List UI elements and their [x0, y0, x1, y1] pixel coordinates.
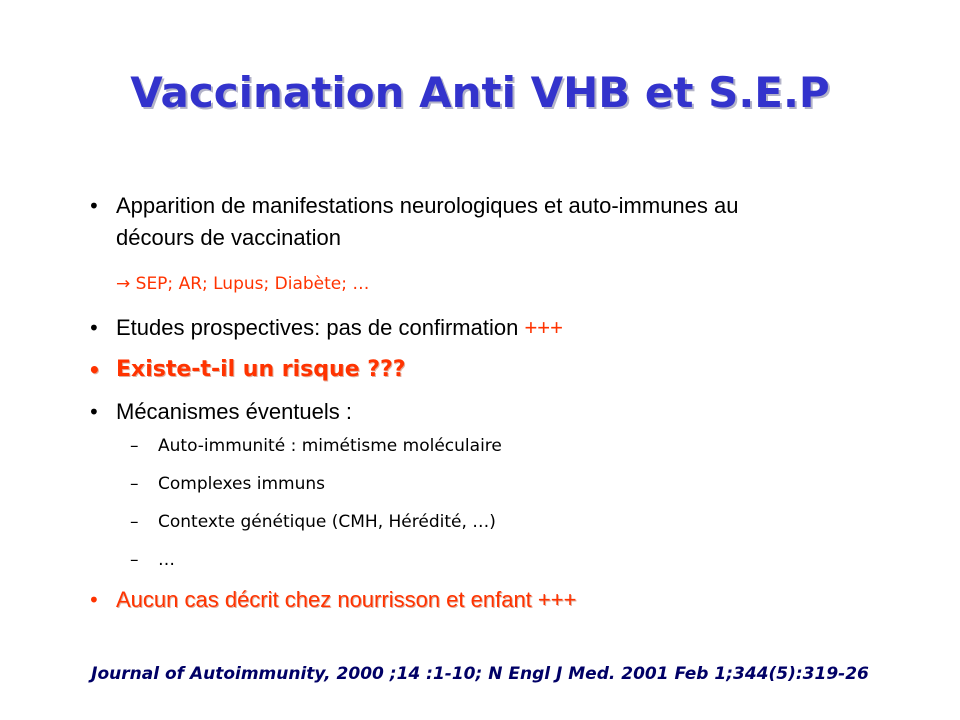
bullet-mark: • [88, 194, 100, 218]
sub-dash: – [130, 512, 139, 532]
arrow-line: → SEP; AR; Lupus; Diabète; … [116, 274, 370, 294]
sub-dash: – [130, 474, 139, 494]
bullet-mark: • [88, 358, 101, 382]
sub-item [130, 432, 830, 460]
bullet-aucun-cas [80, 584, 860, 616]
bullet-emphasis: +++ [524, 315, 563, 340]
sub-item [130, 508, 830, 536]
bullet-text: Mécanismes éventuels : [116, 399, 352, 424]
sub-item-text: Complexes immuns [158, 474, 326, 494]
footer-citation: Journal of Autoimmunity, 2000 ;14 :1-10; N Engl J Med. 2001 Feb 1;344(5):319-26 [91, 664, 869, 684]
bullet-etudes [80, 312, 860, 344]
bullet-text: Aucun cas décrit chez nourrisson et enfant +++ [116, 587, 577, 612]
bullet-text-main: Etudes prospectives: pas de confirmation [116, 315, 525, 340]
slide-title: Vaccination Anti VHB et S.E.P [130, 68, 830, 117]
bullet-text-line1: Apparition de manifestations neurologiques et auto-immunes au [116, 193, 739, 218]
bullet-risque [80, 354, 860, 386]
sub-item [130, 546, 830, 574]
bullet-text [116, 312, 860, 344]
sub-item-text: Contexte génétique (CMH, Hérédité, …) [158, 512, 496, 532]
bullet-mecanismes [80, 396, 860, 428]
sub-item [130, 470, 830, 498]
sub-item-text: Auto-immunité : mimétisme moléculaire [158, 436, 502, 456]
sub-dash: – [130, 436, 139, 456]
sub-dash: – [130, 550, 139, 570]
sub-item-text: … [158, 550, 175, 570]
bullet-text: Existe-t-il un risque ??? [116, 357, 406, 382]
bullet-mark: • [88, 316, 100, 340]
bullet-apparition [80, 190, 860, 254]
bullet-mark: • [88, 400, 100, 424]
bullet-text-line2: décours de vaccination [116, 225, 342, 250]
bullet-mark: • [88, 588, 100, 612]
